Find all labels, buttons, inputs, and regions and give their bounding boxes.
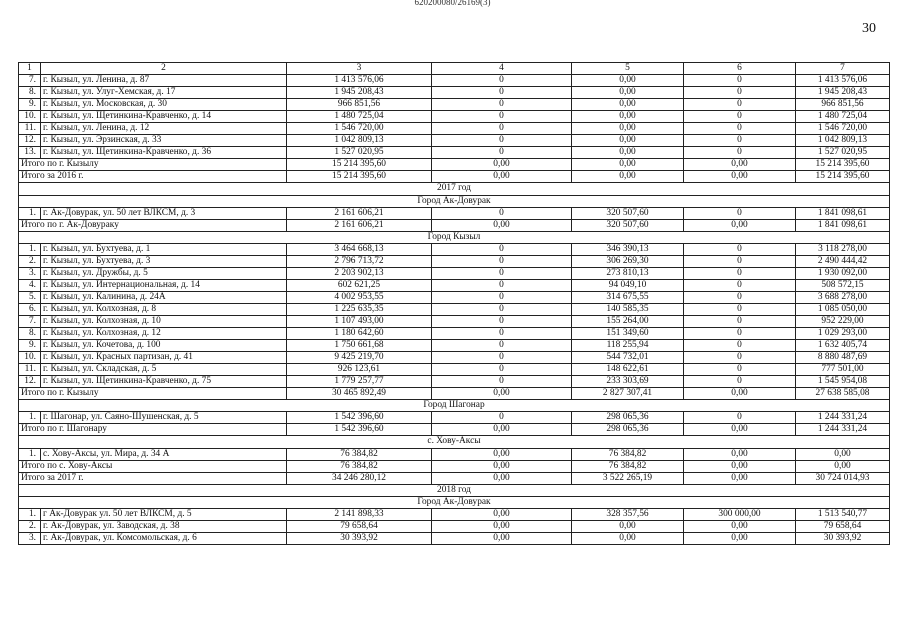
table-row [19, 303, 890, 315]
address-cell: г. Кызыл, ул. Эрзинская, д. 33 [41, 135, 287, 147]
value-col-6: 0 [684, 75, 796, 87]
value-col-5: 298 065,36 [572, 412, 684, 424]
value-col-5: 0,00 [572, 532, 684, 544]
document-code: 620200080/26169(3) [414, 0, 491, 7]
value-col-4: 0 [432, 111, 572, 123]
value-col-3: 1 542 396,60 [287, 424, 432, 436]
value-col-3: 966 851,56 [287, 99, 432, 111]
value-col-6: 0 [684, 255, 796, 267]
value-col-6: 0,00 [684, 448, 796, 460]
value-col-4: 0 [432, 291, 572, 303]
row-number: 11. [19, 364, 41, 376]
value-col-5: 2 827 307,41 [572, 388, 684, 400]
total-row [19, 424, 890, 436]
value-col-6: 0 [684, 267, 796, 279]
header-cell: 2 [41, 63, 287, 75]
value-col-5: 233 303,69 [572, 376, 684, 388]
value-col-6: 0,00 [684, 424, 796, 436]
address-cell: г. Кызыл, ул. Интернациональная, д. 14 [41, 279, 287, 291]
value-col-5: 328 357,56 [572, 508, 684, 520]
value-col-4: 0 [432, 123, 572, 135]
value-col-5: 0,00 [572, 111, 684, 123]
table-row [19, 255, 890, 267]
value-col-4: 0 [432, 376, 572, 388]
value-col-7: 30 724 014,93 [796, 472, 890, 484]
value-col-6: 0 [684, 328, 796, 340]
value-col-6: 0,00 [684, 472, 796, 484]
value-col-3: 1 750 661,68 [287, 340, 432, 352]
value-col-7: 79 658,64 [796, 520, 890, 532]
value-col-5: 0,00 [572, 75, 684, 87]
section-title: Город Шагонар [19, 400, 890, 412]
section-title: 2017 год [19, 183, 890, 195]
value-col-4: 0 [432, 255, 572, 267]
value-col-7: 1 029 293,00 [796, 328, 890, 340]
address-cell: г Ак-Довурак ул. 50 лет ВЛКСМ, д. 5 [41, 508, 287, 520]
housing-repair-table [18, 62, 890, 545]
row-number: 1. [19, 243, 41, 255]
value-col-3: 926 123,61 [287, 364, 432, 376]
value-col-4: 0,00 [432, 508, 572, 520]
row-number: 5. [19, 291, 41, 303]
table-row [19, 352, 890, 364]
header-cell: 6 [684, 63, 796, 75]
row-number: 7. [19, 75, 41, 87]
section-row [19, 496, 890, 508]
value-col-4: 0 [432, 303, 572, 315]
value-col-6: 0 [684, 123, 796, 135]
value-col-5: 314 675,55 [572, 291, 684, 303]
total-label: Итого по г. Кызылу [19, 159, 287, 171]
value-col-7: 1 085 050,00 [796, 303, 890, 315]
value-col-4: 0,00 [432, 520, 572, 532]
value-col-3: 2 203 902,13 [287, 267, 432, 279]
row-number: 12. [19, 135, 41, 147]
value-col-3: 15 214 395,60 [287, 171, 432, 183]
value-col-6: 0 [684, 243, 796, 255]
total-row [19, 472, 890, 484]
address-cell: г. Кызыл, ул. Колхозная, д. 10 [41, 315, 287, 327]
value-col-4: 0,00 [432, 219, 572, 231]
table-row [19, 364, 890, 376]
address-cell: г. Кызыл, ул. Московская, д. 30 [41, 99, 287, 111]
value-col-4: 0,00 [432, 460, 572, 472]
address-cell: г. Шагонар, ул. Саяно-Шушенская, д. 5 [41, 412, 287, 424]
value-col-6: 0,00 [684, 171, 796, 183]
section-title: 2018 год [19, 484, 890, 496]
total-label: Итого за 2016 г. [19, 171, 287, 183]
value-col-5: 298 065,36 [572, 424, 684, 436]
section-title: Город Ак-Довурак [19, 195, 890, 207]
value-col-6: 0 [684, 291, 796, 303]
value-col-3: 76 384,82 [287, 460, 432, 472]
row-number: 9. [19, 340, 41, 352]
value-col-3: 1 945 208,43 [287, 87, 432, 99]
value-col-5: 273 810,13 [572, 267, 684, 279]
value-col-5: 0,00 [572, 99, 684, 111]
value-col-4: 0 [432, 75, 572, 87]
row-number: 2. [19, 255, 41, 267]
value-col-3: 1 542 396,60 [287, 412, 432, 424]
value-col-3: 1 107 493,00 [287, 315, 432, 327]
total-row [19, 171, 890, 183]
value-col-6: 0,00 [684, 520, 796, 532]
value-col-6: 0 [684, 87, 796, 99]
value-col-3: 1 779 257,77 [287, 376, 432, 388]
value-col-4: 0,00 [432, 171, 572, 183]
value-col-5: 0,00 [572, 147, 684, 159]
value-col-5: 151 349,60 [572, 328, 684, 340]
row-number: 1. [19, 412, 41, 424]
table-row [19, 111, 890, 123]
value-col-4: 0,00 [432, 388, 572, 400]
value-col-4: 0 [432, 135, 572, 147]
value-col-7: 1 513 540,77 [796, 508, 890, 520]
value-col-7: 1 480 725,04 [796, 111, 890, 123]
total-row [19, 460, 890, 472]
value-col-6: 0 [684, 135, 796, 147]
value-col-6: 0 [684, 147, 796, 159]
value-col-4: 0,00 [432, 472, 572, 484]
value-col-4: 0 [432, 99, 572, 111]
address-cell: г. Ак-Довурак, ул. 50 лет ВЛКСМ, д. 3 [41, 207, 287, 219]
value-col-7: 15 214 395,60 [796, 171, 890, 183]
value-col-5: 320 507,60 [572, 219, 684, 231]
value-col-5: 94 049,10 [572, 279, 684, 291]
value-col-4: 0 [432, 364, 572, 376]
value-col-3: 1 480 725,04 [287, 111, 432, 123]
table-row [19, 135, 890, 147]
header-cell: 5 [572, 63, 684, 75]
address-cell: г. Кызыл, ул. Щетинкина-Кравченко, д. 75 [41, 376, 287, 388]
value-col-5: 155 264,00 [572, 315, 684, 327]
section-row [19, 436, 890, 448]
address-cell: г. Кызыл, ул. Ленина, д. 87 [41, 75, 287, 87]
value-col-7: 27 638 585,08 [796, 388, 890, 400]
value-col-4: 0,00 [432, 532, 572, 544]
value-col-7: 508 572,15 [796, 279, 890, 291]
value-col-7: 1 930 092,00 [796, 267, 890, 279]
value-col-5: 544 732,01 [572, 352, 684, 364]
value-col-7: 1 841 098,61 [796, 219, 890, 231]
value-col-5: 0,00 [572, 159, 684, 171]
value-col-3: 3 464 668,13 [287, 243, 432, 255]
row-number: 1. [19, 508, 41, 520]
value-col-4: 0 [432, 412, 572, 424]
value-col-7: 1 527 020,95 [796, 147, 890, 159]
total-label: Итого по г. Ак-Довураку [19, 219, 287, 231]
table-row [19, 279, 890, 291]
value-col-3: 76 384,82 [287, 448, 432, 460]
value-col-6: 0,00 [684, 532, 796, 544]
value-col-7: 15 214 395,60 [796, 159, 890, 171]
address-cell: г. Кызыл, ул. Бухтуева, д. 3 [41, 255, 287, 267]
value-col-5: 320 507,60 [572, 207, 684, 219]
table-row [19, 520, 890, 532]
value-col-4: 0 [432, 147, 572, 159]
address-cell: г. Кызыл, ул. Дружбы, д. 5 [41, 267, 287, 279]
row-number: 7. [19, 315, 41, 327]
address-cell: г. Кызыл, ул. Ленина, д. 12 [41, 123, 287, 135]
row-number: 11. [19, 123, 41, 135]
value-col-6: 0 [684, 364, 796, 376]
table-row [19, 448, 890, 460]
value-col-7: 1 841 098,61 [796, 207, 890, 219]
value-col-5: 0,00 [572, 123, 684, 135]
value-col-4: 0 [432, 279, 572, 291]
row-number: 9. [19, 99, 41, 111]
value-col-7: 952 229,00 [796, 315, 890, 327]
value-col-6: 0 [684, 303, 796, 315]
total-label: Итого за 2017 г. [19, 472, 287, 484]
section-row [19, 183, 890, 195]
value-col-3: 1 413 576,06 [287, 75, 432, 87]
address-cell: г. Кызыл, ул. Колхозная, д. 12 [41, 328, 287, 340]
value-col-3: 1 546 720,00 [287, 123, 432, 135]
total-label: Итого по г. Кызылу [19, 388, 287, 400]
section-title: Город Кызыл [19, 231, 890, 243]
value-col-7: 0,00 [796, 448, 890, 460]
value-col-7: 1 545 954,08 [796, 376, 890, 388]
row-number: 4. [19, 279, 41, 291]
value-col-5: 76 384,82 [572, 448, 684, 460]
value-col-6: 0,00 [684, 219, 796, 231]
row-number: 8. [19, 328, 41, 340]
value-col-5: 118 255,94 [572, 340, 684, 352]
section-row [19, 484, 890, 496]
section-row [19, 231, 890, 243]
value-col-5: 0,00 [572, 87, 684, 99]
table-row [19, 532, 890, 544]
value-col-7: 1 632 405,74 [796, 340, 890, 352]
address-cell: г. Кызыл, ул. Улуг-Хемская, д. 17 [41, 87, 287, 99]
total-row [19, 219, 890, 231]
value-col-3: 1 180 642,60 [287, 328, 432, 340]
value-col-7: 966 851,56 [796, 99, 890, 111]
address-cell: г. Кызыл, ул. Кочетова, д. 100 [41, 340, 287, 352]
value-col-3: 4 002 953,55 [287, 291, 432, 303]
value-col-6: 0,00 [684, 460, 796, 472]
value-col-5: 0,00 [572, 520, 684, 532]
value-col-6: 0 [684, 207, 796, 219]
address-cell: г. Ак-Довурак, ул. Заводская, д. 38 [41, 520, 287, 532]
table-row [19, 412, 890, 424]
value-col-7: 3 118 278,00 [796, 243, 890, 255]
value-col-6: 0,00 [684, 159, 796, 171]
address-cell: г. Кызыл, ул. Щетинкина-Кравченко, д. 36 [41, 147, 287, 159]
table-row [19, 75, 890, 87]
total-row [19, 159, 890, 171]
value-col-4: 0 [432, 207, 572, 219]
value-col-5: 76 384,82 [572, 460, 684, 472]
value-col-4: 0,00 [432, 424, 572, 436]
row-number: 10. [19, 111, 41, 123]
address-cell: г. Кызыл, ул. Красных партизан, д. 41 [41, 352, 287, 364]
section-row [19, 400, 890, 412]
value-col-3: 2 161 606,21 [287, 207, 432, 219]
value-col-6: 0 [684, 340, 796, 352]
page-number: 30 [862, 21, 876, 36]
value-col-4: 0 [432, 243, 572, 255]
value-col-3: 79 658,64 [287, 520, 432, 532]
value-col-5: 346 390,13 [572, 243, 684, 255]
value-col-7: 3 688 278,00 [796, 291, 890, 303]
value-col-3: 2 141 898,33 [287, 508, 432, 520]
value-col-3: 30 465 892,49 [287, 388, 432, 400]
table-row [19, 508, 890, 520]
total-label: Итого по с. Хову-Аксы [19, 460, 287, 472]
value-col-3: 1 527 020,95 [287, 147, 432, 159]
value-col-4: 0 [432, 267, 572, 279]
table-row [19, 267, 890, 279]
value-col-5: 0,00 [572, 135, 684, 147]
value-col-6: 0 [684, 99, 796, 111]
value-col-4: 0,00 [432, 159, 572, 171]
value-col-3: 602 621,25 [287, 279, 432, 291]
value-col-6: 0 [684, 412, 796, 424]
value-col-3: 9 425 219,70 [287, 352, 432, 364]
table-row [19, 99, 890, 111]
table-row [19, 315, 890, 327]
value-col-5: 148 622,61 [572, 364, 684, 376]
value-col-7: 1 546 720,00 [796, 123, 890, 135]
value-col-4: 0 [432, 340, 572, 352]
table-row [19, 207, 890, 219]
table-row [19, 376, 890, 388]
value-col-7: 1 413 576,06 [796, 75, 890, 87]
value-col-5: 140 585,35 [572, 303, 684, 315]
row-number: 1. [19, 207, 41, 219]
value-col-6: 0 [684, 352, 796, 364]
value-col-3: 34 246 280,12 [287, 472, 432, 484]
row-number: 10. [19, 352, 41, 364]
value-col-3: 1 225 635,35 [287, 303, 432, 315]
value-col-3: 2 796 713,72 [287, 255, 432, 267]
row-number: 3. [19, 267, 41, 279]
value-col-7: 777 501,00 [796, 364, 890, 376]
value-col-5: 0,00 [572, 171, 684, 183]
total-label: Итого по г. Шагонару [19, 424, 287, 436]
value-col-3: 30 393,92 [287, 532, 432, 544]
value-col-7: 1 244 331,24 [796, 412, 890, 424]
value-col-4: 0,00 [432, 448, 572, 460]
section-row [19, 195, 890, 207]
value-col-7: 0,00 [796, 460, 890, 472]
value-col-7: 1 244 331,24 [796, 424, 890, 436]
row-number: 6. [19, 303, 41, 315]
value-col-5: 3 522 265,19 [572, 472, 684, 484]
address-cell: г. Кызыл, ул. Колхозная, д. 8 [41, 303, 287, 315]
value-col-3: 1 042 809,13 [287, 135, 432, 147]
value-col-6: 0 [684, 376, 796, 388]
row-number: 12. [19, 376, 41, 388]
value-col-7: 2 490 444,42 [796, 255, 890, 267]
address-cell: г. Ак-Довурак, ул. Комсомольская, д. 6 [41, 532, 287, 544]
row-number: 1. [19, 448, 41, 460]
value-col-3: 2 161 606,21 [287, 219, 432, 231]
table-header-row [19, 63, 890, 75]
value-col-6: 0 [684, 315, 796, 327]
table-row [19, 291, 890, 303]
value-col-4: 0 [432, 328, 572, 340]
table-row [19, 328, 890, 340]
value-col-7: 8 880 487,69 [796, 352, 890, 364]
row-number: 3. [19, 532, 41, 544]
value-col-7: 1 945 208,43 [796, 87, 890, 99]
value-col-3: 15 214 395,60 [287, 159, 432, 171]
row-number: 13. [19, 147, 41, 159]
address-cell: г. Кызыл, ул. Складская, д. 5 [41, 364, 287, 376]
address-cell: г. Кызыл, ул. Калинина, д. 24А [41, 291, 287, 303]
value-col-6: 0,00 [684, 388, 796, 400]
value-col-6: 0 [684, 279, 796, 291]
value-col-4: 0 [432, 315, 572, 327]
value-col-5: 306 269,30 [572, 255, 684, 267]
header-cell: 7 [796, 63, 890, 75]
table-row [19, 147, 890, 159]
header-cell: 3 [287, 63, 432, 75]
table-row [19, 243, 890, 255]
value-col-4: 0 [432, 87, 572, 99]
value-col-6: 300 000,00 [684, 508, 796, 520]
table-row [19, 340, 890, 352]
header-cell: 1 [19, 63, 41, 75]
header-cell: 4 [432, 63, 572, 75]
section-title: с. Хову-Аксы [19, 436, 890, 448]
value-col-7: 30 393,92 [796, 532, 890, 544]
address-cell: г. Кызыл, ул. Бухтуева, д. 1 [41, 243, 287, 255]
section-title: Город Ак-Довурак [19, 496, 890, 508]
address-cell: с. Хову-Аксы, ул. Мира, д. 34 А [41, 448, 287, 460]
value-col-6: 0 [684, 111, 796, 123]
table-row [19, 123, 890, 135]
row-number: 8. [19, 87, 41, 99]
total-row [19, 388, 890, 400]
address-cell: г. Кызыл, ул. Щетинкина-Кравченко, д. 14 [41, 111, 287, 123]
value-col-7: 1 042 809,13 [796, 135, 890, 147]
value-col-4: 0 [432, 352, 572, 364]
row-number: 2. [19, 520, 41, 532]
table-row [19, 87, 890, 99]
